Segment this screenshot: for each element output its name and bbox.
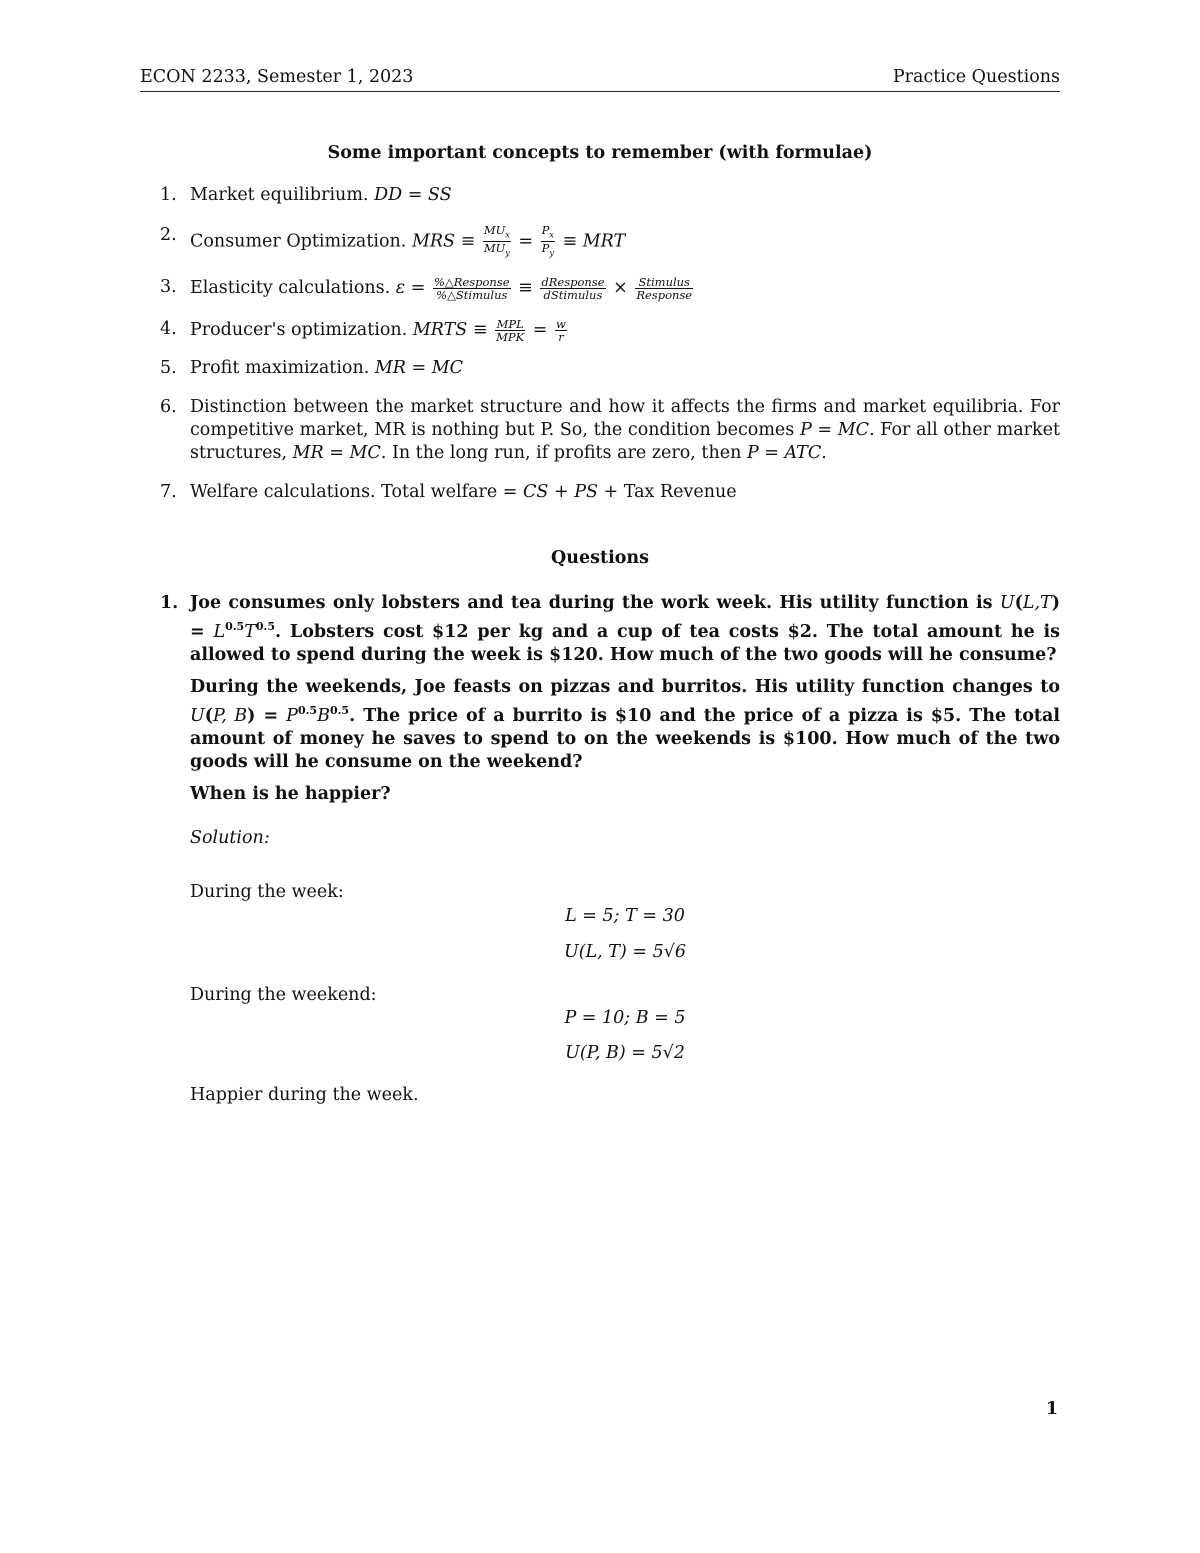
item-text: Elasticity calculations. — [190, 277, 391, 298]
question-item — [160, 592, 1060, 806]
concepts-title: Some important concepts to remember (with formulae) — [327, 143, 873, 163]
weekend-label: During the weekend: — [190, 985, 377, 1005]
item-number: 3. — [160, 276, 177, 297]
item-text: + Tax Revenue — [603, 481, 737, 502]
item-number: 6. — [160, 396, 177, 417]
answer-text: Happier during the week. — [190, 1085, 419, 1105]
item-number: 4. — [160, 318, 177, 339]
item-number: 2. — [160, 225, 177, 245]
solution-label: Solution: — [190, 828, 270, 848]
fraction: $\frac{\text{Stimulus}}{\text{Response}}$ — [636, 274, 693, 302]
fraction: $\frac{MU_x}{MU_y}$ — [483, 223, 510, 258]
concept-item — [160, 184, 1060, 207]
fraction: $\frac{\text{dResponse}}{\text{dStimulus}}$ — [541, 274, 605, 302]
item-text: Market equilibrium. — [190, 185, 369, 205]
concept-item — [160, 396, 1060, 465]
item-formula: CS + PS — [523, 481, 598, 502]
fraction: $\frac{\text{\%△Response}}{\text{\%△Stimulus}}$ — [434, 274, 510, 302]
page-number: 1 — [1045, 1399, 1058, 1419]
item-number: 5. — [160, 357, 177, 378]
concepts-list — [160, 184, 1060, 504]
concept-item — [160, 357, 1060, 380]
concept-item — [160, 481, 1060, 504]
question-paragraph: When is he happier? — [190, 783, 391, 804]
week-utility: U(L, T) = 5√6 — [563, 942, 687, 962]
weekend-utility: U(P, B) = 5√2 — [565, 1043, 685, 1063]
concept-item: 3. Elasticity calculations. ε = $\frac{\text{\%△Response}}{\text{\%△Stimulus}}$ ≡ $\frac{\text{dResponse}}{\text{dStimulus}}$ × $\frac{\text{Stimulus}}{\text{Response}}$ — [160, 274, 693, 302]
item-formula: MR = MC — [292, 442, 381, 463]
item-text: Profit maximization. — [190, 357, 370, 378]
item-text: Welfare calculations. Total welfare = — [190, 481, 518, 502]
fraction: $\frac{w}{r}$ — [556, 316, 566, 344]
item-text: . — [821, 442, 827, 463]
item-text: Producer's optimization. — [190, 319, 408, 340]
question-paragraph: Joe consumes only lobsters and tea during the work week. His utility function is $U(L,T) = L^{0.5}T^{0.5}$. Lobsters cost $12 per kg and a cup of tea costs $2. The total amount he is allowed to spend during the week is $120. How much of the two goods will he consume? — [190, 593, 1060, 665]
page-header — [140, 67, 1060, 92]
weekend-equation: P = 10; B = 5 — [564, 1008, 686, 1028]
concept-item: 4. Producer's optimization. MRTS ≡ $\frac{\text{MPL}}{\text{MPK}}$ = $\frac{w}{r}$ — [160, 316, 566, 344]
question-paragraph: During the weekends, Joe feasts on pizzas and burritos. His utility function changes to U(P, $B) = P^{0.5}B^{0.5}$. The price of a burrito is $10 and the price of a pizza is $5. The total amount of money he saves to spend to on the weekends is $100. How much of the two goods will he consume on the weekend? — [190, 676, 1060, 772]
week-equation: L = 5; T = 30 — [565, 906, 685, 926]
formula-part: MRS ≡ — [411, 231, 476, 252]
question-number: 1. — [160, 593, 179, 613]
fraction: $\frac{P_x}{P_y}$ — [541, 223, 554, 258]
item-text: . For all other market structures, — [190, 419, 1060, 463]
item-text: Distinction between the market structure and how it affects the firms and market equilibria. For competitive market, MR is nothing but P. So, the condition becomes — [190, 396, 1060, 440]
item-number: 7. — [160, 481, 177, 502]
header-title: Practice Questions — [892, 67, 1060, 87]
week-label: During the week: — [190, 882, 344, 902]
concept-item: 2. Consumer Optimization. MRS ≡ $\frac{MU_x}{MU_y}$ = $\frac{P_x}{P_y}$ ≡ MRT — [160, 223, 626, 258]
questions-title: Questions — [551, 548, 649, 568]
item-formula: P = ATC — [746, 442, 822, 463]
item-text: Consumer Optimization. — [190, 231, 407, 252]
item-text: . In the long run, if profits are zero, then — [380, 442, 742, 463]
item-formula: MR = MC — [374, 357, 464, 378]
item-formula: P = MC — [799, 419, 870, 440]
header-course: ECON 2233, Semester 1, 2023 — [140, 67, 414, 87]
fraction: $\frac{\text{MPL}}{\text{MPK}}$ — [496, 316, 525, 344]
question-1 — [160, 592, 1060, 806]
item-number: 1. — [160, 185, 177, 205]
item-formula: DD = SS — [374, 185, 452, 205]
